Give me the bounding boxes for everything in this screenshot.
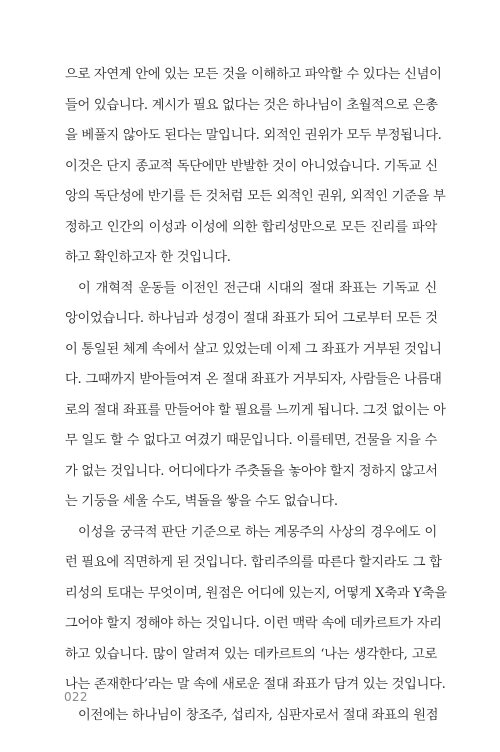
- body-line: 는 기둥을 세울 수도, 벽돌을 쌓을 수도 없습니다.: [65, 494, 338, 509]
- body-line: 이전에는 하나님이 창조주, 섭리자, 심판자로서 절대 좌표의 원점: [78, 707, 439, 723]
- page-number: 022: [64, 690, 88, 704]
- body-line: 을 베풀지 않아도 된다는 말입니다. 외적인 권위가 모두 부정됩니다.: [65, 128, 442, 143]
- body-line: 리성의 토대는 무엇이며, 원점은 어디에 있는지, 어떻게 X축과 Y축을: [65, 585, 447, 601]
- body-line: 으로 자연계 안에 있는 모든 것을 이해하고 파악할 수 있다는 신념이: [65, 67, 442, 82]
- body-line: 앙이었습니다. 하나님과 성경이 절대 좌표가 되어 그로부터 모든 것: [65, 311, 438, 326]
- body-line: 정하고 인간의 이성과 이성에 의한 합리성만으로 모든 진리를 파악: [65, 219, 437, 235]
- body-line: 하고 있습니다. 많이 알려져 있는 데카르트의 ‘나는 생각한다, 고로: [65, 646, 437, 662]
- body-line: 하고 확인하고자 한 것입니다.: [65, 250, 231, 265]
- body-line: 이것은 단지 종교적 독단에만 반발한 것이 아니었습니다. 기독교 신: [65, 158, 438, 174]
- body-line: 이 개혁적 운동들 이전인 전근대 시대의 절대 좌표는 기독교 신: [78, 280, 437, 296]
- body-line: 런 필요에 직면하게 된 것입니다. 합리주의를 따른다 할지라도 그 합: [65, 555, 442, 570]
- body-line: 나는 존재한다’라는 말 속에 새로운 절대 좌표가 담겨 있는 것입니다.: [65, 677, 446, 692]
- body-line: 그어야 할지 정해야 하는 것입니다. 이런 맥락 속에 데카르트가 자리: [65, 616, 442, 631]
- body-text: [65, 60, 447, 731]
- body-line: 가 없는 것입니다. 어디에다가 주춧돌을 놓아야 할지 정하지 않고서: [65, 463, 438, 479]
- body-line: 이 통일된 체계 속에서 살고 있었는데 이제 그 좌표가 거부된 것입니: [65, 341, 442, 357]
- body-line: 앙의 독단성에 반기를 든 것처럼 모든 외적인 권위, 외적인 기준을 부: [65, 189, 446, 204]
- body-line: 이성을 궁극적 판단 기준으로 하는 계몽주의 사상의 경우에도 이: [78, 524, 437, 540]
- body-line: 들어 있습니다. 계시가 필요 없다는 것은 하나님이 초월적으로 은총: [65, 97, 438, 113]
- body-line: 로의 절대 좌표를 만들어야 할 필요를 느끼게 됩니다. 그것 없이는 아: [65, 402, 446, 418]
- body-line: 다. 그때까지 받아들여져 온 절대 좌표가 거부되자, 사람들은 나름대: [65, 372, 442, 387]
- body-line: 무 일도 할 수 없다고 여겼기 때문입니다. 이를테면, 건물을 지을 수: [65, 433, 438, 448]
